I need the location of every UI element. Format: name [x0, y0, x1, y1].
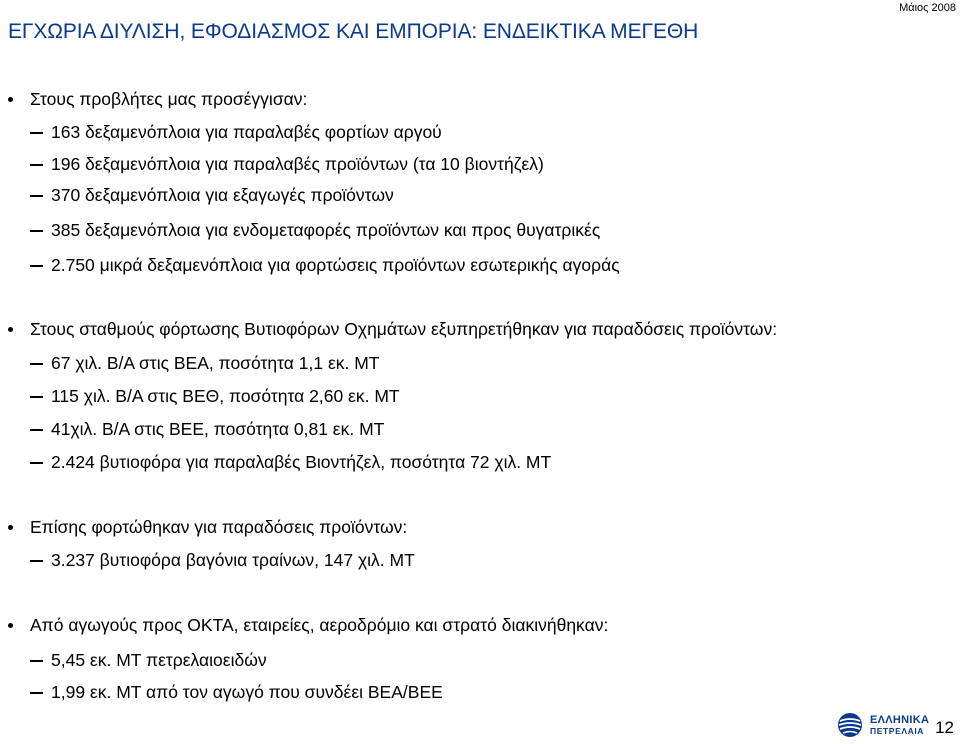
dash-icon	[30, 164, 43, 166]
company-logo	[836, 712, 944, 738]
bullet-dot-icon	[8, 327, 13, 332]
dash-icon	[30, 265, 43, 267]
globe-logo-icon	[836, 712, 864, 738]
sub-item-text: 2.424 βυτιοφόρα για παραλαβές Βιοντήζελ, ποσότητα 72 χιλ. ΜΤ	[51, 452, 552, 472]
sub-item-text: 196 δεξαμενόπλοια για παραλαβές προϊόντων (τα 10 βιοντήζελ)	[51, 154, 544, 174]
dash-icon	[30, 660, 43, 662]
sub-item-text: 370 δεξαμενόπλοια για εξαγωγές προϊόντων	[51, 185, 394, 205]
bullet-text: Στους προβλήτες μας προσέγγισαν:	[30, 89, 308, 109]
dash-icon	[30, 132, 43, 134]
bullet-dot-icon	[8, 623, 13, 628]
dash-icon	[30, 462, 43, 464]
bullet-text: Από αγωγούς προς ΟΚΤΑ, εταιρείες, αεροδρόμιο και στρατό διακινήθηκαν:	[30, 615, 609, 635]
slide-date: Μάιος 2008	[899, 2, 956, 14]
sub-item-text: 385 δεξαμενόπλοια για ενδομεταφορές προϊόντων και προς θυγατρικές	[51, 220, 601, 240]
bullet-dot-icon	[8, 97, 13, 102]
sub-item-text: 1,99 εκ. ΜΤ από τον αγωγό που συνδέει ΒΕΑ/ΒΕΕ	[51, 682, 443, 702]
dash-icon	[30, 692, 43, 694]
sub-item-text: 41χιλ. Β/Α στις ΒΕΕ, ποσότητα 0,81 εκ. ΜΤ	[51, 419, 385, 439]
sub-item-text: 2.750 μικρά δεξαμενόπλοια για φορτώσεις προϊόντων εσωτερικής αγοράς	[51, 255, 620, 275]
dash-icon	[30, 195, 43, 197]
dash-icon	[30, 429, 43, 431]
page-number: 12	[935, 718, 954, 737]
bullet-text: Στους σταθμούς φόρτωσης Βυτιοφόρων Οχημάτων εξυπηρετήθηκαν για παραδόσεις προϊόντων:	[30, 319, 778, 339]
dash-icon	[30, 363, 43, 365]
sub-item-text: 5,45 εκ. ΜΤ πετρελαιοειδών	[51, 650, 267, 670]
bullet-dot-icon	[8, 525, 13, 530]
dash-icon	[30, 560, 43, 562]
dash-icon	[30, 396, 43, 398]
bullet-text: Επίσης φορτώθηκαν για παραδόσεις προϊόντων:	[30, 517, 408, 537]
logo-text-line1: ΕΛΛΗΝΙΚΑ	[870, 714, 930, 726]
dash-icon	[30, 230, 43, 232]
slide-title: ΕΓΧΩΡΙΑ ΔΙΥΛΙΣΗ, ΕΦΟΔΙΑΣΜΟΣ ΚΑΙ ΕΜΠΟΡΙΑ: ΕΝΔΕΙΚΤΙΚΑ ΜΕΓΕΘΗ	[8, 20, 699, 43]
sub-item-text: 67 χιλ. Β/Α στις ΒΕΑ, ποσότητα 1,1 εκ. ΜΤ	[51, 353, 380, 373]
sub-item-text: 3.237 βυτιοφόρα βαγόνια τραίνων, 147 χιλ. ΜΤ	[51, 550, 415, 570]
sub-item-text: 115 χιλ. Β/Α στις ΒΕΘ, ποσότητα 2,60 εκ. ΜΤ	[51, 386, 400, 406]
sub-item-text: 163 δεξαμενόπλοια για παραλαβές φορτίων αργού	[51, 122, 442, 142]
logo-text-line2: ΠΕΤΡΕΛΑΙΑ	[870, 726, 925, 736]
